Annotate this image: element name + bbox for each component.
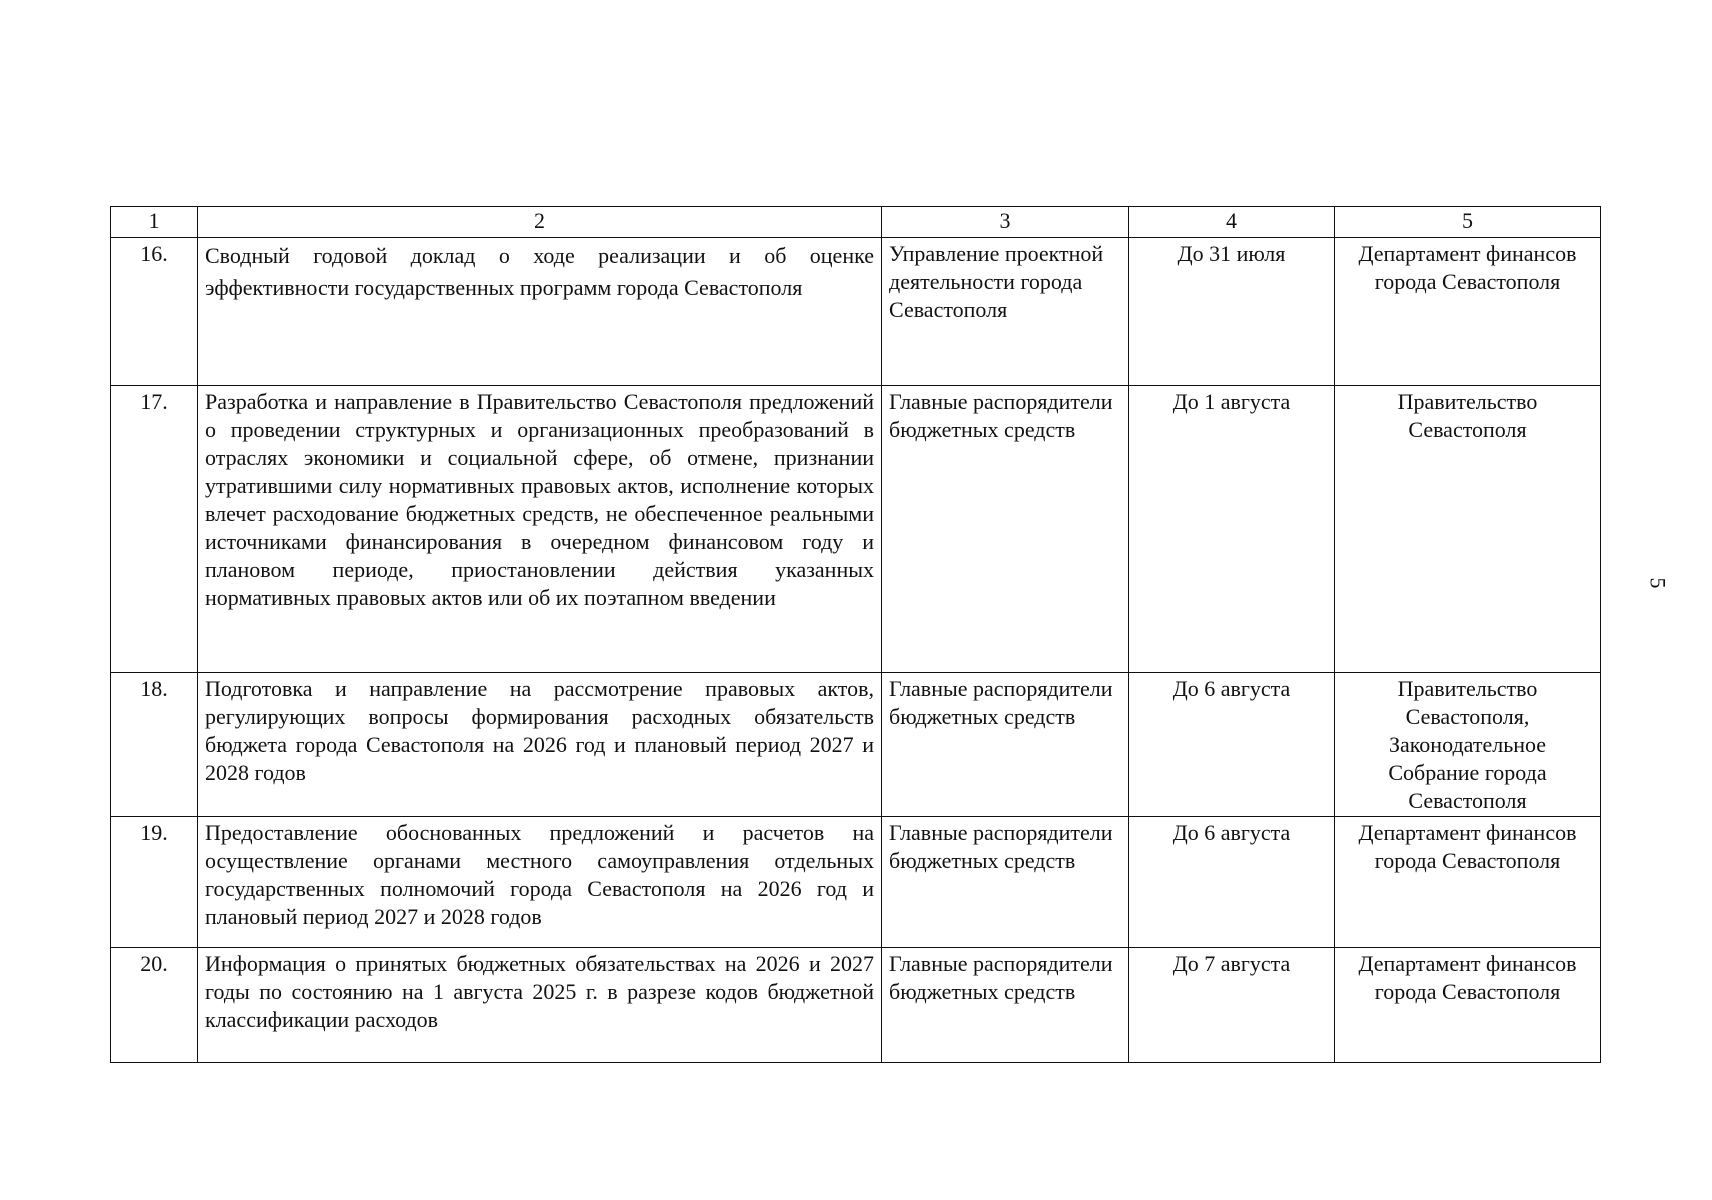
- row-recipient: Правительство Севастополя, Законодательное Собрание города Севастополя: [1335, 673, 1601, 817]
- table-row: [111, 948, 1601, 1063]
- row-recipient: Департамент финансов города Севастополя: [1335, 948, 1601, 1063]
- column-header-2: 2: [198, 207, 882, 238]
- row-deadline: До 31 июля: [1129, 238, 1335, 386]
- row-recipient: Правительство Севастополя: [1335, 386, 1601, 673]
- row-deadline: До 1 августа: [1129, 386, 1335, 673]
- table-row: [111, 386, 1601, 673]
- row-executor: Главные распорядители бюджетных средств: [882, 386, 1129, 673]
- row-executor: Главные распорядители бюджетных средств: [882, 817, 1129, 948]
- row-deadline: До 6 августа: [1129, 817, 1335, 948]
- page-number: 5: [1645, 577, 1671, 589]
- schedule-table: [110, 206, 1601, 1063]
- row-description: Подготовка и направление на рассмотрение правовых актов, регулирующих вопросы формирования расходных обязательств бюджета города Севастополя на 2026 год и плановый период 2027 и 2028 годов: [198, 673, 882, 817]
- table-row: [111, 238, 1601, 386]
- row-description: Информация о принятых бюджетных обязательствах на 2026 и 2027 годы по состоянию на 1 августа 2025 г. в разрезе кодов бюджетной классификации расходов: [198, 948, 882, 1063]
- row-executor: Управление проектной деятельности города Севастополя: [882, 238, 1129, 386]
- row-executor: Главные распорядители бюджетных средств: [882, 948, 1129, 1063]
- table-header-row: [111, 207, 1601, 238]
- row-deadline: До 7 августа: [1129, 948, 1335, 1063]
- row-description: Сводный годовой доклад о ходе реализации и об оценке эффективности государственных программ города Севастополя: [198, 238, 882, 386]
- column-header-3: 3: [882, 207, 1129, 238]
- table-row: [111, 673, 1601, 817]
- row-number: 20.: [111, 948, 198, 1063]
- column-header-1: 1: [111, 207, 198, 238]
- table-row: [111, 817, 1601, 948]
- row-number: 17.: [111, 386, 198, 673]
- column-header-4: 4: [1129, 207, 1335, 238]
- column-header-5: 5: [1335, 207, 1601, 238]
- row-description: Предоставление обоснованных предложений и расчетов на осуществление органами местного самоуправления отдельных государственных полномочий города Севастополя на 2026 год и плановый период 2027 и 2028 годов: [198, 817, 882, 948]
- row-deadline: До 6 августа: [1129, 673, 1335, 817]
- row-recipient: Департамент финансов города Севастополя: [1335, 238, 1601, 386]
- row-number: 18.: [111, 673, 198, 817]
- row-description: Разработка и направление в Правительство Севастополя предложений о проведении структурных и организационных преобразований в отраслях экономики и социальной сфере, об отмене, признании утратившими силу нормативных правовых актов, исполнение которых влечет расходование бюджетных средств, не обеспеченное реальными источниками финансирования в очередном финансовом году и плановом периоде, приостановлении действия указанных нормативных правовых актов или об их поэтапном введении: [198, 386, 882, 673]
- row-executor: Главные распорядители бюджетных средств: [882, 673, 1129, 817]
- row-number: 19.: [111, 817, 198, 948]
- row-number: 16.: [111, 238, 198, 386]
- row-recipient: Департамент финансов города Севастополя: [1335, 817, 1601, 948]
